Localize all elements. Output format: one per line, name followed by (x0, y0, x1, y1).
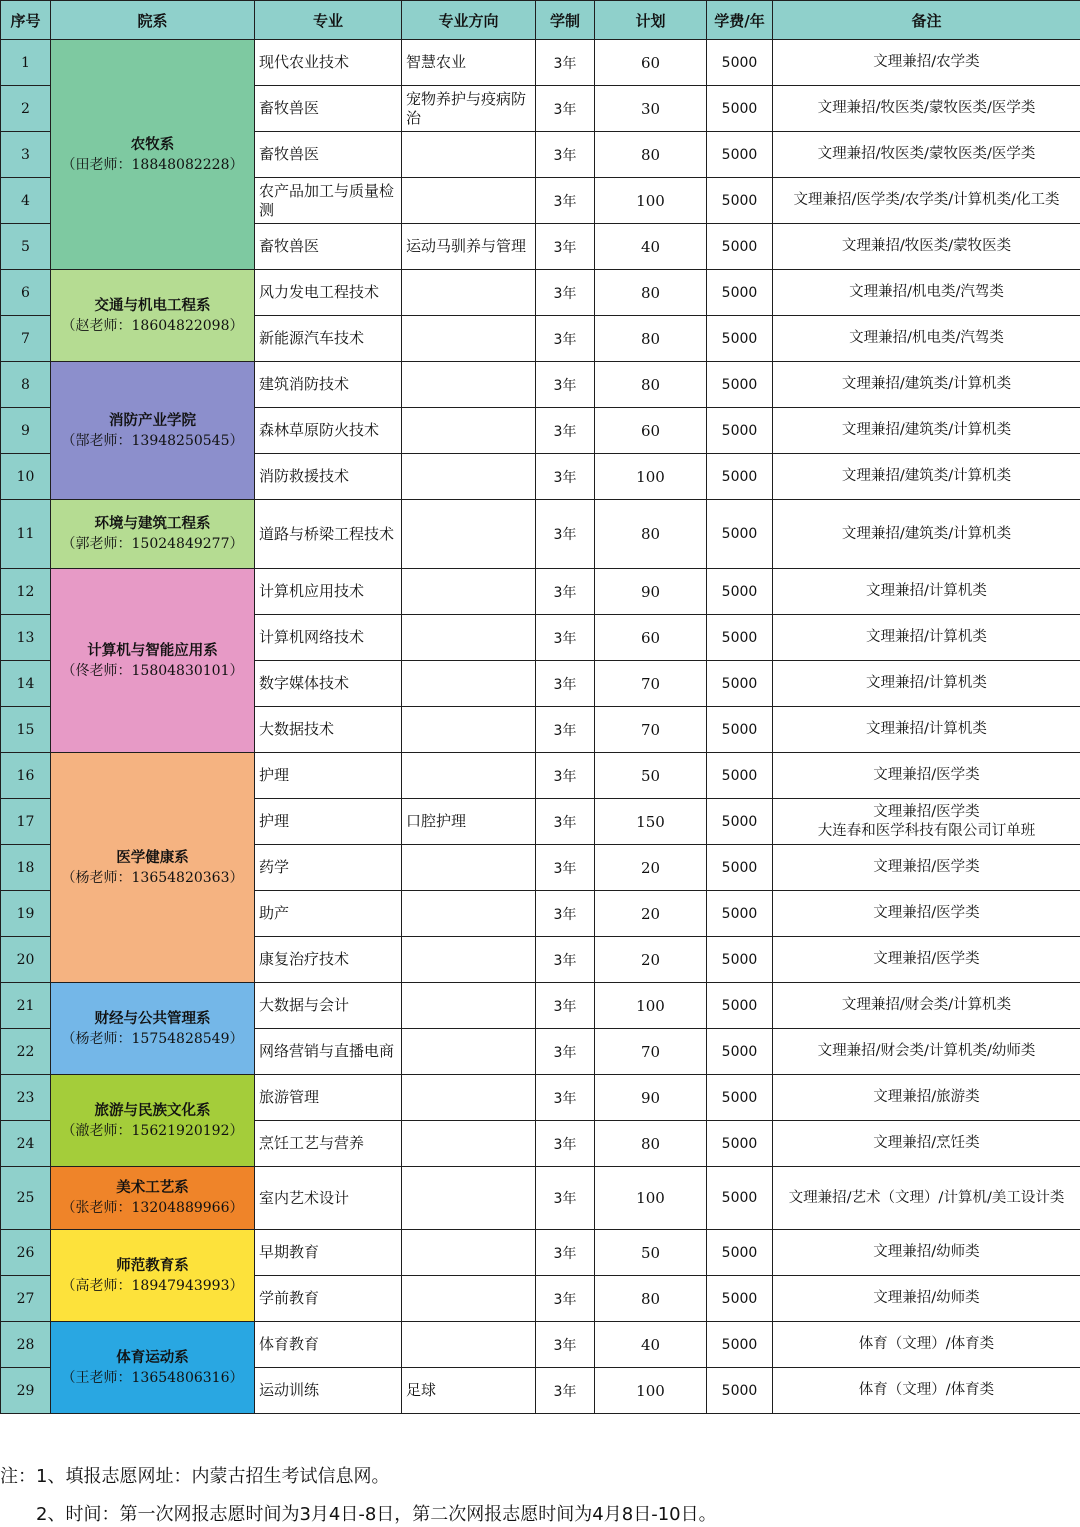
row-note-text: 文理兼招/幼师类 (873, 1244, 980, 1260)
row-note (773, 1322, 1080, 1368)
row-note (773, 1029, 1080, 1075)
row-duration: 3年 (536, 1322, 595, 1368)
row-seq: 2 (1, 86, 51, 132)
row-direction (402, 1167, 536, 1230)
footnote-2: 2、时间：第一次网报志愿时间为3月4日-8日，第二次网报志愿时间为4月8日-10日。 (36, 1504, 717, 1525)
row-note (773, 661, 1080, 707)
row-duration: 3年 (536, 1368, 595, 1414)
row-direction (402, 983, 536, 1029)
row-duration: 3年 (536, 408, 595, 454)
row-note (773, 891, 1080, 937)
row-seq: 7 (1, 316, 51, 362)
table-body (1, 40, 1080, 1414)
row-major: 计算机应用技术 (255, 569, 402, 615)
dept-contact: （赵老师：18604822098） (61, 317, 244, 334)
row-direction: 运动马驯养与管理 (402, 224, 536, 270)
dept-name: 交通与机电工程系 (94, 297, 211, 314)
row-tuition: 5000 (707, 569, 773, 615)
row-plan: 50 (595, 753, 707, 799)
row-duration: 3年 (536, 569, 595, 615)
row-plan: 150 (595, 799, 707, 845)
row-tuition: 5000 (707, 983, 773, 1029)
row-note (773, 983, 1080, 1029)
row-tuition: 5000 (707, 408, 773, 454)
row-plan: 100 (595, 454, 707, 500)
row-note-text: 体育（文理）/体育类 (858, 1382, 995, 1398)
row-duration: 3年 (536, 845, 595, 891)
row-note-extra: 大连春和医学科技有限公司订单班 (817, 822, 1036, 839)
dept-name: 旅游与民族文化系 (94, 1102, 211, 1119)
row-note-text: 文理兼招/计算机类 (866, 629, 987, 645)
row-duration: 3年 (536, 500, 595, 569)
row-tuition: 5000 (707, 799, 773, 845)
row-note (773, 270, 1080, 316)
row-major: 农产品加工与质量检测 (255, 178, 402, 224)
row-direction (402, 891, 536, 937)
row-direction (402, 408, 536, 454)
dept-cell (51, 1230, 255, 1322)
row-tuition: 5000 (707, 178, 773, 224)
row-note-text: 文理兼招/艺术（文理）/计算机/美工设计类 (788, 1189, 1065, 1206)
dept-cell (51, 40, 255, 270)
row-direction (402, 316, 536, 362)
dept-cell (51, 1322, 255, 1414)
row-direction: 足球 (402, 1368, 536, 1414)
row-direction (402, 661, 536, 707)
row-direction (402, 1029, 536, 1075)
row-plan: 80 (595, 362, 707, 408)
row-note (773, 1167, 1080, 1230)
row-tuition: 5000 (707, 316, 773, 362)
row-seq: 18 (1, 845, 51, 891)
row-direction (402, 707, 536, 753)
row-note (773, 845, 1080, 891)
row-tuition: 5000 (707, 454, 773, 500)
dept-contact: （杨老师：13654820363） (61, 869, 244, 886)
row-direction (402, 753, 536, 799)
row-note-text: 文理兼招/建筑类/计算机类 (841, 525, 1012, 542)
row-major: 护理 (255, 753, 402, 799)
row-note-text: 文理兼招/机电类/汽驾类 (849, 284, 1004, 300)
row-major: 现代农业技术 (255, 40, 402, 86)
row-note-text: 文理兼招/农学类 (873, 54, 980, 70)
row-note (773, 454, 1080, 500)
row-major: 烹饪工艺与营养 (255, 1121, 402, 1167)
row-seq: 4 (1, 178, 51, 224)
row-plan: 20 (595, 891, 707, 937)
row-duration: 3年 (536, 799, 595, 845)
row-major: 计算机网络技术 (255, 615, 402, 661)
dept-cell (51, 753, 255, 983)
row-seq: 12 (1, 569, 51, 615)
row-note-text: 文理兼招/机电类/汽驾类 (849, 330, 1004, 346)
row-direction (402, 937, 536, 983)
row-tuition: 5000 (707, 1075, 773, 1121)
table-row (1, 40, 1080, 86)
row-seq: 1 (1, 40, 51, 86)
row-plan: 80 (595, 132, 707, 178)
row-major: 助产 (255, 891, 402, 937)
row-duration: 3年 (536, 1230, 595, 1276)
row-note (773, 86, 1080, 132)
row-tuition: 5000 (707, 1322, 773, 1368)
row-note (773, 753, 1080, 799)
row-major: 护理 (255, 799, 402, 845)
row-tuition: 5000 (707, 891, 773, 937)
row-note-text: 文理兼招/医学类 (873, 951, 980, 967)
row-seq: 19 (1, 891, 51, 937)
row-direction (402, 1322, 536, 1368)
dept-contact: （郜老师：13948250545） (61, 432, 244, 449)
row-major: 建筑消防技术 (255, 362, 402, 408)
footnote-1: 注：1、填报志愿网址：内蒙古招生考试信息网。 (0, 1466, 390, 1487)
row-seq: 22 (1, 1029, 51, 1075)
row-direction (402, 500, 536, 569)
dept-contact: （高老师：18947943993） (61, 1277, 244, 1294)
row-note-text: 文理兼招/医学类/农学类/计算机类/化工类 (793, 192, 1060, 208)
row-note (773, 1075, 1080, 1121)
row-plan: 100 (595, 983, 707, 1029)
row-seq: 15 (1, 707, 51, 753)
row-seq: 26 (1, 1230, 51, 1276)
table-row (1, 983, 1080, 1029)
header-major: 专业 (255, 1, 402, 40)
row-plan: 50 (595, 1230, 707, 1276)
row-duration: 3年 (536, 132, 595, 178)
row-major: 旅游管理 (255, 1075, 402, 1121)
row-note-text: 文理兼招/计算机类 (866, 675, 987, 691)
dept-cell (51, 362, 255, 500)
row-direction (402, 132, 536, 178)
row-tuition: 5000 (707, 86, 773, 132)
row-note (773, 362, 1080, 408)
row-direction (402, 615, 536, 661)
row-duration: 3年 (536, 753, 595, 799)
row-direction: 宠物养护与疫病防治 (402, 86, 536, 132)
row-plan: 80 (595, 500, 707, 569)
row-note (773, 569, 1080, 615)
dept-name: 环境与建筑工程系 (94, 516, 211, 532)
row-plan: 70 (595, 661, 707, 707)
row-tuition: 5000 (707, 224, 773, 270)
row-note (773, 316, 1080, 362)
row-tuition: 5000 (707, 845, 773, 891)
row-seq: 13 (1, 615, 51, 661)
row-note-text: 文理兼招/财会类/计算机类 (841, 997, 1012, 1013)
row-tuition: 5000 (707, 753, 773, 799)
row-major: 室内艺术设计 (255, 1167, 402, 1230)
header-plan: 计划 (595, 1, 707, 40)
row-direction: 智慧农业 (402, 40, 536, 86)
row-tuition: 5000 (707, 1230, 773, 1276)
row-note-text: 文理兼招/牧医类/蒙牧医类/医学类 (817, 100, 1036, 116)
row-note (773, 1276, 1080, 1322)
row-major: 森林草原防火技术 (255, 408, 402, 454)
row-note-text: 文理兼招/计算机类 (866, 721, 987, 737)
row-direction (402, 569, 536, 615)
row-major: 风力发电工程技术 (255, 270, 402, 316)
dept-contact: （田老师：18848082228） (61, 156, 244, 173)
row-note-text: 文理兼招/牧医类/蒙牧医类 (841, 238, 1012, 254)
dept-cell (51, 270, 255, 362)
row-seq: 28 (1, 1322, 51, 1368)
header-note: 备注 (773, 1, 1080, 40)
row-direction: 口腔护理 (402, 799, 536, 845)
row-duration: 3年 (536, 891, 595, 937)
row-tuition: 5000 (707, 500, 773, 569)
row-tuition: 5000 (707, 132, 773, 178)
row-seq: 23 (1, 1075, 51, 1121)
row-duration: 3年 (536, 615, 595, 661)
row-duration: 3年 (536, 86, 595, 132)
row-seq: 11 (1, 500, 51, 569)
row-seq: 10 (1, 454, 51, 500)
row-direction (402, 845, 536, 891)
row-tuition: 5000 (707, 270, 773, 316)
row-tuition: 5000 (707, 40, 773, 86)
row-plan: 40 (595, 224, 707, 270)
dept-cell (51, 1167, 255, 1230)
row-seq: 21 (1, 983, 51, 1029)
table-row (1, 270, 1080, 316)
table-row (1, 1167, 1080, 1230)
dept-contact: （郭老师：15024849277） (61, 536, 244, 552)
row-note (773, 1121, 1080, 1167)
header-dept: 院系 (51, 1, 255, 40)
row-note-text: 文理兼招/旅游类 (873, 1089, 980, 1105)
row-duration: 3年 (536, 707, 595, 753)
row-note (773, 1230, 1080, 1276)
row-major: 大数据技术 (255, 707, 402, 753)
dept-name: 美术工艺系 (116, 1180, 189, 1196)
row-note-text: 体育（文理）/体育类 (858, 1336, 995, 1352)
row-plan: 60 (595, 408, 707, 454)
row-note-text: 文理兼招/建筑类/计算机类 (841, 468, 1012, 484)
row-major: 药学 (255, 845, 402, 891)
row-direction (402, 362, 536, 408)
row-note-text: 文理兼招/医学类 (873, 767, 980, 783)
dept-name: 师范教育系 (116, 1257, 189, 1274)
row-note-text: 文理兼招/建筑类/计算机类 (841, 376, 1012, 392)
row-note (773, 1368, 1080, 1414)
row-tuition: 5000 (707, 1276, 773, 1322)
row-duration: 3年 (536, 1167, 595, 1230)
row-duration: 3年 (536, 661, 595, 707)
row-seq: 17 (1, 799, 51, 845)
row-direction (402, 1276, 536, 1322)
row-seq: 20 (1, 937, 51, 983)
row-note (773, 615, 1080, 661)
row-plan: 100 (595, 1167, 707, 1230)
row-duration: 3年 (536, 1075, 595, 1121)
table-row (1, 1230, 1080, 1276)
row-plan: 80 (595, 316, 707, 362)
dept-name: 农牧系 (130, 136, 175, 153)
row-major: 网络营销与直播电商 (255, 1029, 402, 1075)
row-major: 道路与桥梁工程技术 (255, 500, 402, 569)
row-tuition: 5000 (707, 362, 773, 408)
row-note-text: 文理兼招/医学类 (873, 859, 980, 875)
row-plan: 20 (595, 845, 707, 891)
dept-contact: （澈老师：15621920192） (61, 1122, 244, 1139)
row-plan: 40 (595, 1322, 707, 1368)
header-row (1, 1, 1080, 40)
row-duration: 3年 (536, 1276, 595, 1322)
row-major: 大数据与会计 (255, 983, 402, 1029)
row-tuition: 5000 (707, 1029, 773, 1075)
row-plan: 80 (595, 1121, 707, 1167)
row-major: 新能源汽车技术 (255, 316, 402, 362)
row-note (773, 408, 1080, 454)
row-direction (402, 1230, 536, 1276)
row-plan: 80 (595, 1276, 707, 1322)
row-seq: 8 (1, 362, 51, 408)
row-plan: 20 (595, 937, 707, 983)
row-major: 数字媒体技术 (255, 661, 402, 707)
row-seq: 24 (1, 1121, 51, 1167)
row-seq: 14 (1, 661, 51, 707)
row-duration: 3年 (536, 1121, 595, 1167)
row-direction (402, 270, 536, 316)
dept-contact: （王老师：13654806316） (61, 1369, 244, 1386)
row-plan: 60 (595, 40, 707, 86)
dept-name: 体育运动系 (116, 1349, 189, 1366)
row-note (773, 799, 1080, 845)
row-note-text: 文理兼招/财会类/计算机类/幼师类 (817, 1043, 1036, 1059)
header-seq: 序号 (1, 1, 51, 40)
table-row (1, 1322, 1080, 1368)
row-seq: 27 (1, 1276, 51, 1322)
row-note (773, 132, 1080, 178)
table-row (1, 362, 1080, 408)
table-row (1, 753, 1080, 799)
row-tuition: 5000 (707, 707, 773, 753)
row-seq: 9 (1, 408, 51, 454)
header-tuition: 学费/年 (707, 1, 773, 40)
dept-name: 计算机与智能应用系 (87, 642, 218, 659)
row-note-text: 文理兼招/牧医类/蒙牧医类/医学类 (817, 146, 1036, 162)
table-row (1, 569, 1080, 615)
row-duration: 3年 (536, 270, 595, 316)
row-note (773, 40, 1080, 86)
row-duration: 3年 (536, 362, 595, 408)
row-tuition: 5000 (707, 1167, 773, 1230)
row-duration: 3年 (536, 40, 595, 86)
table-row (1, 1075, 1080, 1121)
row-duration: 3年 (536, 983, 595, 1029)
row-major: 早期教育 (255, 1230, 402, 1276)
dept-name: 财经与公共管理系 (94, 1010, 211, 1027)
row-duration: 3年 (536, 454, 595, 500)
row-major: 体育教育 (255, 1322, 402, 1368)
row-seq: 6 (1, 270, 51, 316)
dept-cell (51, 500, 255, 569)
dept-name: 消防产业学院 (109, 412, 196, 429)
row-plan: 30 (595, 86, 707, 132)
row-plan: 70 (595, 707, 707, 753)
dept-contact: （杨老师：15754828549） (61, 1030, 244, 1047)
row-note-text: 文理兼招/幼师类 (873, 1290, 980, 1306)
row-note-text: 文理兼招/建筑类/计算机类 (841, 422, 1012, 438)
row-note-text: 文理兼招/烹饪类 (873, 1135, 980, 1151)
row-note (773, 178, 1080, 224)
row-major: 消防救援技术 (255, 454, 402, 500)
row-major: 畜牧兽医 (255, 86, 402, 132)
row-note-text: 文理兼招/医学类 (873, 803, 980, 820)
row-seq: 25 (1, 1167, 51, 1230)
row-tuition: 5000 (707, 1121, 773, 1167)
row-plan: 60 (595, 615, 707, 661)
row-direction (402, 454, 536, 500)
dept-cell (51, 569, 255, 753)
row-duration: 3年 (536, 1029, 595, 1075)
row-note (773, 937, 1080, 983)
row-plan: 100 (595, 1368, 707, 1414)
dept-contact: （佟老师：15804830101） (61, 662, 244, 679)
row-note-text: 文理兼招/医学类 (873, 905, 980, 921)
row-duration: 3年 (536, 178, 595, 224)
row-plan: 70 (595, 1029, 707, 1075)
dept-name: 医学健康系 (116, 849, 189, 866)
row-major: 学前教育 (255, 1276, 402, 1322)
header-direction: 专业方向 (402, 1, 536, 40)
row-plan: 80 (595, 270, 707, 316)
row-duration: 3年 (536, 316, 595, 362)
table-row (1, 500, 1080, 569)
row-tuition: 5000 (707, 1368, 773, 1414)
dept-contact: （张老师：13204889966） (61, 1200, 244, 1216)
row-note (773, 707, 1080, 753)
row-note (773, 224, 1080, 270)
row-note-text: 文理兼招/计算机类 (866, 583, 987, 599)
row-seq: 29 (1, 1368, 51, 1414)
row-plan: 90 (595, 569, 707, 615)
dept-cell (51, 983, 255, 1075)
dept-cell (51, 1075, 255, 1167)
row-duration: 3年 (536, 937, 595, 983)
header-duration: 学制 (536, 1, 595, 40)
row-major: 畜牧兽医 (255, 224, 402, 270)
row-seq: 16 (1, 753, 51, 799)
row-duration: 3年 (536, 224, 595, 270)
row-direction (402, 178, 536, 224)
row-plan: 100 (595, 178, 707, 224)
row-major: 畜牧兽医 (255, 132, 402, 178)
row-tuition: 5000 (707, 937, 773, 983)
row-note (773, 500, 1080, 569)
row-seq: 5 (1, 224, 51, 270)
row-major: 运动训练 (255, 1368, 402, 1414)
row-direction (402, 1121, 536, 1167)
row-plan: 90 (595, 1075, 707, 1121)
row-major: 康复治疗技术 (255, 937, 402, 983)
row-direction (402, 1075, 536, 1121)
row-tuition: 5000 (707, 615, 773, 661)
row-seq: 3 (1, 132, 51, 178)
row-tuition: 5000 (707, 661, 773, 707)
